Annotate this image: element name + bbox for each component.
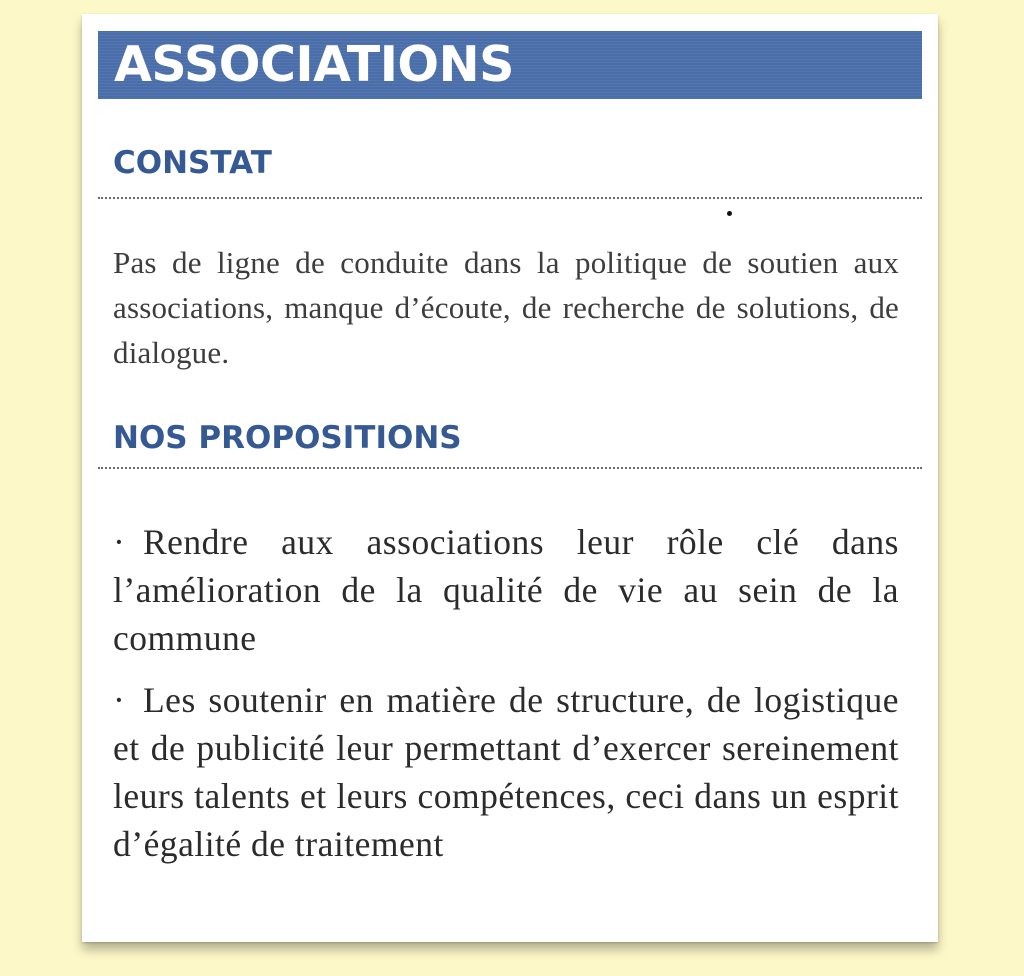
proposal-text: Rendre aux associations leur rôle clé dans l’amélioration de la qualité de vie au sein de la commune (113, 522, 899, 658)
title-bar (98, 31, 922, 99)
stray-dot (727, 211, 732, 216)
proposal-text: Les soutenir en matière de structure, de logistique et de publicité leur permettant d’exercer sereinement leurs talents et leurs compétences, ceci dans un esprit d’égalité de traitement (113, 680, 899, 864)
document-card (82, 14, 938, 942)
constat-heading: CONSTAT (113, 145, 272, 181)
page-title: ASSOCIATIONS (114, 36, 514, 93)
bullet: · (113, 522, 126, 562)
proposal-item (113, 518, 899, 662)
constat-divider (98, 197, 922, 199)
propositions-heading: NOS PROPOSITIONS (113, 420, 462, 456)
constat-text: Pas de ligne de conduite dans la politique de soutien aux associations, manque d’écoute, de recherche de solutions, de dialogue. (113, 245, 899, 370)
bullet: · (113, 680, 126, 720)
propositions-divider (98, 467, 922, 469)
proposal-item (113, 676, 899, 868)
